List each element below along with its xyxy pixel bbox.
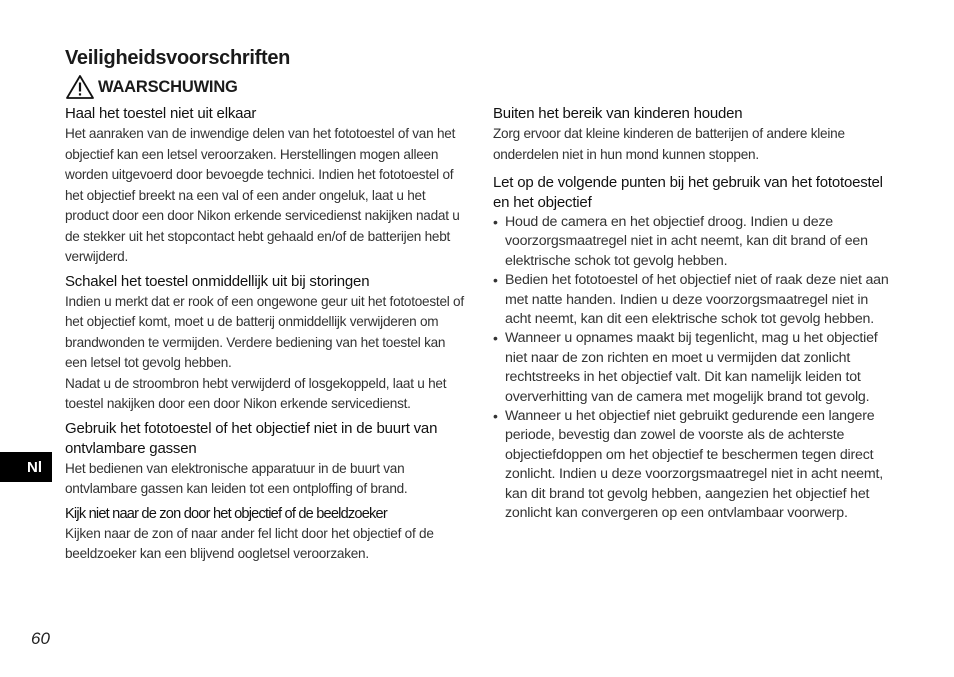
section-heading: Haal het toestel niet uit elkaar: [65, 105, 257, 122]
list-item-text: Houd de camera en het objectief droog. Indien u deze voorzorgsmaatregel niet in acht neemt, kan dit brand of een elektrische schok tot gevolg hebben.: [505, 214, 868, 269]
language-tab: Nl: [0, 452, 52, 482]
section-paragraph: Het bedienen van elektronische apparatuur in de buurt van ontvlambare gassen kan leiden tot een ontploffing of brand.: [65, 460, 408, 496]
section-paragraph: Indien u merkt dat er rook of een ongewone geur uit het fototoestel of het objectief komt, moet u de batterij onmiddellijk verwijderen om brandwonden te vermijden. Verdere bediening van het toestel kan een letsel tot gevolg hebben.: [65, 293, 464, 370]
section-heading: Let op de volgende punten bij het gebruik van het fototoestel en het objectief: [493, 174, 883, 211]
section-malfunction: [65, 272, 465, 415]
section-flammable-gas: [65, 419, 465, 500]
section-paragraph: Nadat u de stroombron hebt verwijderd of losgekoppeld, laat u het toestel nakijken door een door Nikon erkende servicedienst.: [65, 375, 447, 411]
section-heading: Kijk niet naar de zon door het objectief of de beeldzoeker: [65, 505, 387, 522]
list-item: [493, 271, 893, 329]
list-item-text: Bedien het fototoestel of het objectief niet of raak deze niet aan met natte handen. Indien u deze voorzorgsmaatregel niet in acht neemt, kan dit een elektrische schok tot gevolg hebben.: [505, 272, 889, 328]
bullet-icon: •: [493, 272, 498, 289]
section-heading: Buiten het bereik van kinderen houden: [493, 105, 743, 122]
section-disassemble: [65, 104, 465, 268]
precautions-list: [493, 213, 893, 524]
section-paragraph: Het aanraken van de inwendige delen van het fototoestel of van het objectief kan een letsel veroorzaken. Herstellingen mogen alleen worden uitgevoerd door bevoegde technici. Indien het fototoestel of het objectief breekt na een val of een ander ongeluk, laat u het product door een door Nikon erkende servicedienst nakijken nadat u de stekker uit het stopcontact hebt gehaald en/of de batterijen hebt verwijderd.: [65, 126, 460, 264]
page-title: Veiligheidsvoorschriften: [65, 47, 291, 69]
section-precautions: [493, 173, 893, 524]
left-column: [65, 104, 465, 569]
list-item: [493, 329, 893, 407]
section-paragraph: Zorg ervoor dat kleine kinderen de batterijen of andere kleine onderdelen niet in hun mond kunnen stoppen.: [493, 126, 845, 162]
right-column: [493, 104, 893, 528]
list-item-text: Wanneer u opnames maakt bij tegenlicht, mag u het objectief niet naar de zon richten en moet u vermijden dat zonlicht rechtstreeks in het objectief valt. Dit kan namelijk leiden tot oververhitting van de camera met mogelijk brand tot gevolg.: [505, 330, 878, 405]
section-heading: Schakel het toestel onmiddellijk uit bij storingen: [65, 272, 370, 290]
warning-label: WAARSCHUWING: [98, 77, 238, 96]
bullet-icon: •: [493, 408, 498, 425]
warning-header: [65, 74, 238, 100]
section-heading: Gebruik het fototoestel of het objectief niet in de buurt van ontvlambare gassen: [65, 419, 438, 457]
list-item-text: Wanneer u het objectief niet gebruikt gedurende een langere periode, bevestig dan zowel de voorste als de achterste objectiefdoppen om het objectief te beschermen tegen direct zonlicht. Indien u deze voorzorgsmaatregel niet in acht neemt, kan dit brand tot gevolg hebben, aangezien het objectief het zonlicht kan convergeren op een ontvlambaar voorwerp.: [505, 408, 883, 522]
bullet-icon: •: [493, 330, 498, 347]
section-paragraph: Kijken naar de zon of naar ander fel licht door het objectief of de beeldzoeker kan een blijvend oogletsel veroorzaken.: [65, 525, 434, 561]
warning-triangle-icon: [65, 74, 95, 100]
section-sun: [65, 504, 465, 565]
page-number: 60: [31, 629, 50, 648]
list-item: [493, 407, 893, 523]
list-item: [493, 213, 893, 271]
section-children: [493, 104, 893, 165]
bullet-icon: •: [493, 214, 498, 230]
